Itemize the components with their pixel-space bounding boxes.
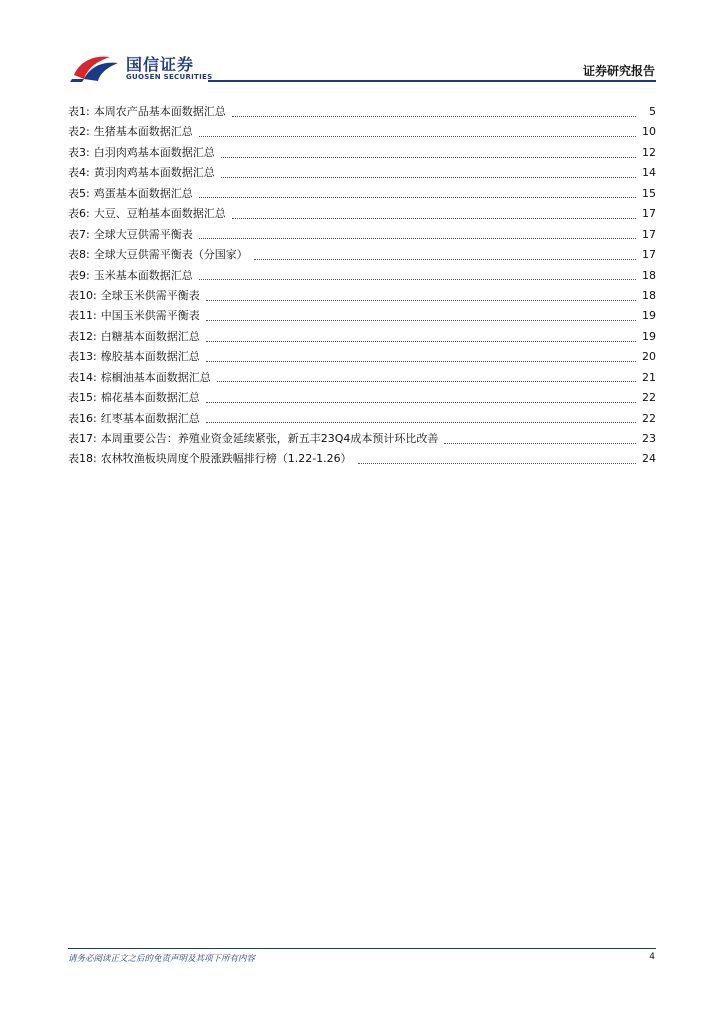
toc-entry[interactable] [68, 245, 656, 265]
toc-entry-title: 红枣基本面数据汇总 [100, 411, 200, 425]
footer-disclaimer: 请务必阅读正文之后的免责声明及其项下所有内容 [68, 954, 256, 964]
toc-entry-page: 18 [642, 288, 656, 302]
toc-dot-leader [217, 381, 636, 382]
toc-dot-leader [199, 136, 636, 137]
table-of-contents [68, 102, 656, 470]
toc-dot-leader [206, 341, 636, 342]
toc-entry-title: 玉米基本面数据汇总 [93, 268, 193, 282]
toc-entry[interactable] [68, 347, 656, 367]
toc-entry-label: 表11: [68, 309, 97, 323]
toc-entry[interactable] [68, 102, 656, 122]
toc-entry-title: 白糖基本面数据汇总 [100, 329, 200, 343]
toc-entry[interactable] [68, 327, 656, 347]
toc-entry-page: 17 [642, 227, 656, 241]
toc-entry-title: 农林牧渔板块周度个股涨跌幅排行榜（1.22-1.26） [100, 452, 352, 466]
toc-entry-page: 12 [642, 145, 656, 159]
toc-entry-title: 全球大豆供需平衡表 [93, 227, 193, 241]
toc-entry-title: 全球大豆供需平衡表（分国家） [93, 248, 248, 262]
toc-entry-page: 18 [642, 268, 656, 282]
toc-entry-page: 5 [649, 105, 656, 118]
toc-entry-label: 表13: [68, 350, 97, 364]
toc-dot-leader [206, 361, 636, 362]
toc-entry-title: 生猪基本面数据汇总 [93, 125, 193, 139]
toc-entry-title: 大豆、豆粕基本面数据汇总 [93, 207, 226, 221]
toc-entry-label: 表8: [68, 248, 90, 262]
toc-dot-leader [199, 279, 636, 280]
toc-entry-page: 23 [642, 432, 656, 445]
toc-entry-label: 表4: [68, 166, 90, 180]
toc-entry[interactable] [68, 368, 656, 388]
toc-entry-title: 鸡蛋基本面数据汇总 [93, 186, 193, 200]
toc-entry-page: 21 [642, 370, 656, 384]
logo-chinese-name: 国信证券 [126, 55, 195, 74]
toc-entry-title: 棕榈油基本面数据汇总 [100, 370, 211, 384]
toc-entry[interactable] [68, 429, 656, 449]
toc-dot-leader [444, 443, 636, 444]
toc-entry[interactable] [68, 163, 656, 183]
toc-dot-leader [221, 157, 636, 158]
toc-entry-page: 10 [642, 125, 656, 139]
toc-entry-page: 14 [642, 166, 656, 180]
page-number: 4 [649, 952, 655, 962]
toc-entry-title: 橡胶基本面数据汇总 [100, 350, 200, 364]
toc-entry-title: 本周重要公告：养殖业资金延续紧张，新五丰23Q4成本预计环比改善 [100, 432, 439, 445]
toc-entry[interactable] [68, 266, 656, 286]
toc-entry-page: 17 [642, 248, 656, 262]
toc-entry-page: 24 [642, 452, 656, 466]
footer-divider [68, 948, 656, 949]
toc-entry-title: 白羽肉鸡基本面数据汇总 [93, 145, 215, 159]
toc-entry-label: 表10: [68, 288, 97, 302]
toc-entry-page: 22 [642, 391, 656, 405]
toc-entry-label: 表1: [68, 105, 90, 118]
toc-entry-title: 本周农产品基本面数据汇总 [93, 105, 226, 118]
toc-entry-label: 表7: [68, 227, 90, 241]
toc-entry-label: 表6: [68, 207, 90, 221]
toc-entry-page: 15 [642, 186, 656, 200]
toc-entry[interactable] [68, 449, 656, 469]
toc-entry-label: 表18: [68, 452, 97, 466]
toc-entry[interactable] [68, 143, 656, 163]
toc-entry[interactable] [68, 184, 656, 204]
toc-dot-leader [199, 238, 636, 239]
report-type-label: 证券研究报告 [582, 64, 655, 78]
page-header [0, 0, 724, 90]
toc-entry-label: 表9: [68, 268, 90, 282]
toc-dot-leader [358, 463, 636, 464]
toc-dot-leader [199, 197, 636, 198]
toc-dot-leader [206, 422, 636, 423]
toc-entry[interactable] [68, 388, 656, 408]
toc-entry-label: 表5: [68, 186, 90, 200]
toc-dot-leader [206, 402, 636, 403]
toc-entry[interactable] [68, 286, 656, 306]
toc-entry[interactable] [68, 409, 656, 429]
guosen-logo [70, 53, 220, 85]
toc-dot-leader [221, 177, 636, 178]
toc-entry[interactable] [68, 306, 656, 326]
toc-entry-title: 棉花基本面数据汇总 [100, 391, 200, 405]
toc-entry-label: 表15: [68, 391, 97, 405]
toc-dot-leader [206, 300, 636, 301]
toc-entry-page: 22 [642, 411, 656, 425]
toc-entry-page: 20 [642, 350, 656, 364]
toc-entry-title: 黄羽肉鸡基本面数据汇总 [93, 166, 215, 180]
header-divider [208, 80, 656, 82]
toc-entry-label: 表12: [68, 329, 97, 343]
toc-entry-page: 17 [642, 207, 656, 221]
toc-entry[interactable] [68, 225, 656, 245]
toc-entry-label: 表14: [68, 370, 97, 384]
toc-entry-label: 表16: [68, 411, 97, 425]
logo-english-name: GUOSEN SECURITIES [126, 73, 213, 81]
toc-entry-title: 中国玉米供需平衡表 [100, 309, 200, 323]
toc-entry-title: 全球玉米供需平衡表 [100, 288, 200, 302]
toc-entry[interactable] [68, 204, 656, 224]
toc-entry-label: 表2: [68, 125, 90, 139]
toc-entry-page: 19 [642, 309, 656, 323]
toc-dot-leader [232, 218, 636, 219]
toc-dot-leader [254, 259, 636, 260]
toc-entry[interactable] [68, 122, 656, 142]
toc-dot-leader [232, 116, 636, 117]
toc-entry-label: 表17: [68, 432, 97, 445]
toc-entry-page: 19 [642, 329, 656, 343]
guosen-logo-icon [70, 53, 122, 83]
toc-dot-leader [206, 320, 636, 321]
toc-entry-label: 表3: [68, 145, 90, 159]
